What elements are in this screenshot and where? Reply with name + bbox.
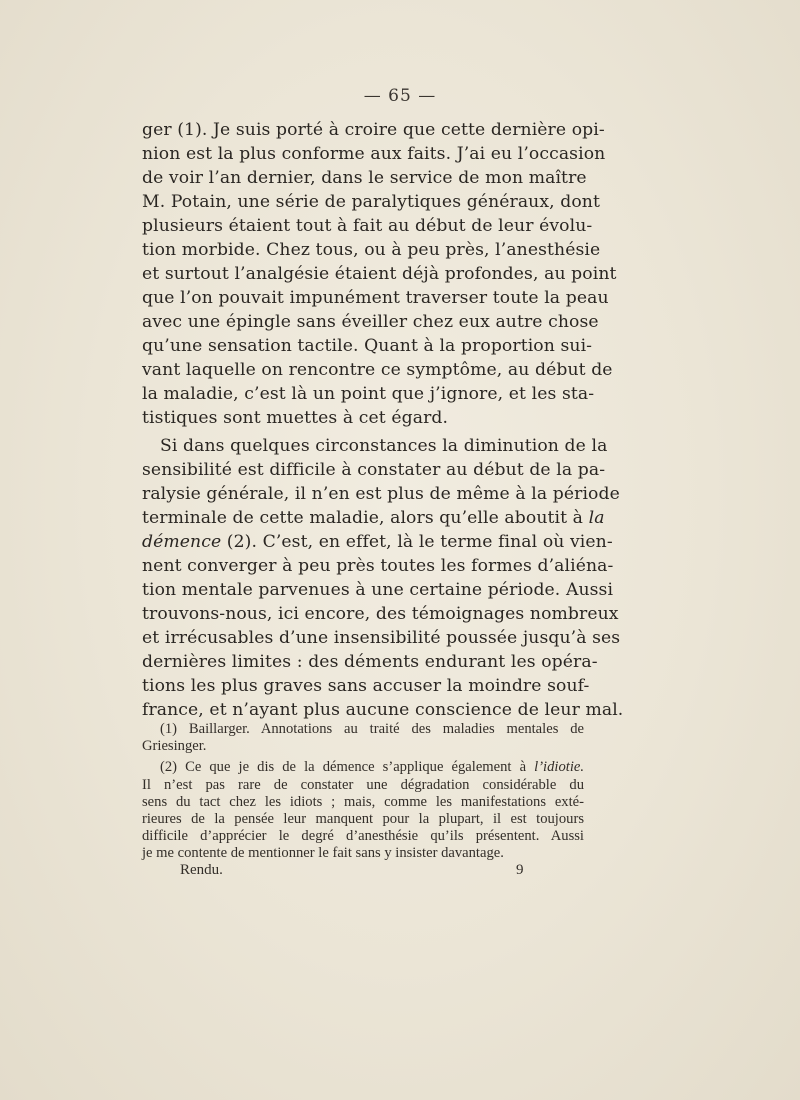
footnote-line (142, 759, 584, 776)
footnote-line: (1) Baillarger. Annotations au traité des maladies mentales de (160, 721, 584, 737)
text-segment: (2). C’est, en effet, là le terme final où vien- (226, 532, 613, 552)
text-line: tion morbide. Chez tous, ou à peu près, l’anesthésie (142, 240, 601, 260)
text-line: et surtout l’analgésie étaient déjà profondes, au point (142, 264, 617, 284)
text-line: nion est la plus conforme aux faits. J’ai eu l’occasion (142, 144, 606, 164)
footnote-line: Il n’est pas rare de constater une dégradation considérable du (142, 776, 584, 793)
italic-text: l’idiotie. (534, 759, 584, 776)
main-text (142, 118, 624, 722)
text-segment: (2) Ce que je dis de la démence s’applique également à (160, 759, 527, 776)
text-segment: terminale de cette maladie, alors qu’elle aboutit à (142, 508, 584, 528)
text-line: trouvons-nous, ici encore, des témoignages nombreux (142, 604, 619, 624)
text-line: nent converger à peu près toutes les formes d’aliéna- (142, 556, 614, 576)
text-line: tion mentale parvenues à une certaine période. Aussi (142, 580, 614, 600)
signature-number: 9 (516, 862, 524, 878)
text-line: qu’une sensation tactile. Quant à la proportion sui- (142, 336, 593, 356)
footnote-line: sens du tact chez les idiots ; mais, comme les manifestations exté- (142, 793, 584, 810)
footnote-line: difficile d’apprécier le degré d’anesthésie qu’ils présentent. Aussi (142, 828, 584, 845)
italic-text: la (588, 508, 605, 528)
text-line: plusieurs étaient tout à fait au début de leur évolu- (142, 216, 593, 236)
text-line: dernières limites : des déments endurant les opéra- (142, 652, 598, 672)
signature-name: Rendu. (180, 862, 223, 878)
footnote-line: Griesinger. (142, 738, 207, 755)
footnote-line: je me contente de mentionner le fait sans y insister davantage. (142, 845, 504, 862)
text-line: sensibilité est difficile à constater au début de la pa- (142, 460, 606, 480)
footnotes (142, 721, 584, 863)
text-line: Si dans quelques circonstances la diminution de la (160, 436, 608, 456)
footnote-line: rieures de la pensée leur manquent pour la plupart, il est toujours (142, 810, 584, 827)
text-line: de voir l’an dernier, dans le service de mon maître (142, 168, 587, 188)
text-line: que l’on pouvait impunément traverser toute la peau (142, 288, 609, 308)
text-line: tions les plus graves sans accuser la moindre souf- (142, 676, 590, 696)
text-line: vant laquelle on rencontre ce symptôme, au début de (142, 360, 613, 380)
page-number: — 65 — (363, 86, 437, 106)
text-line (142, 506, 605, 530)
text-line: la maladie, c’est là un point que j’ignore, et les sta- (142, 384, 595, 404)
text-line: ger (1). Je suis porté à croire que cette dernière opi- (142, 120, 605, 140)
text-line (142, 530, 613, 554)
text-line: avec une épingle sans éveiller chez eux autre chose (142, 312, 599, 332)
italic-text: démence (142, 532, 222, 552)
text-line: et irrécusables d’une insensibilité poussée jusqu’à ses (142, 628, 621, 648)
text-line: ralysie générale, il n’en est plus de même à la période (142, 484, 620, 504)
text-line: M. Potain, une série de paralytiques généraux, dont (142, 192, 600, 212)
text-line: tistiques sont muettes à cet égard. (142, 408, 449, 428)
text-line: france, et n’ayant plus aucune conscience de leur mal. (142, 700, 624, 720)
